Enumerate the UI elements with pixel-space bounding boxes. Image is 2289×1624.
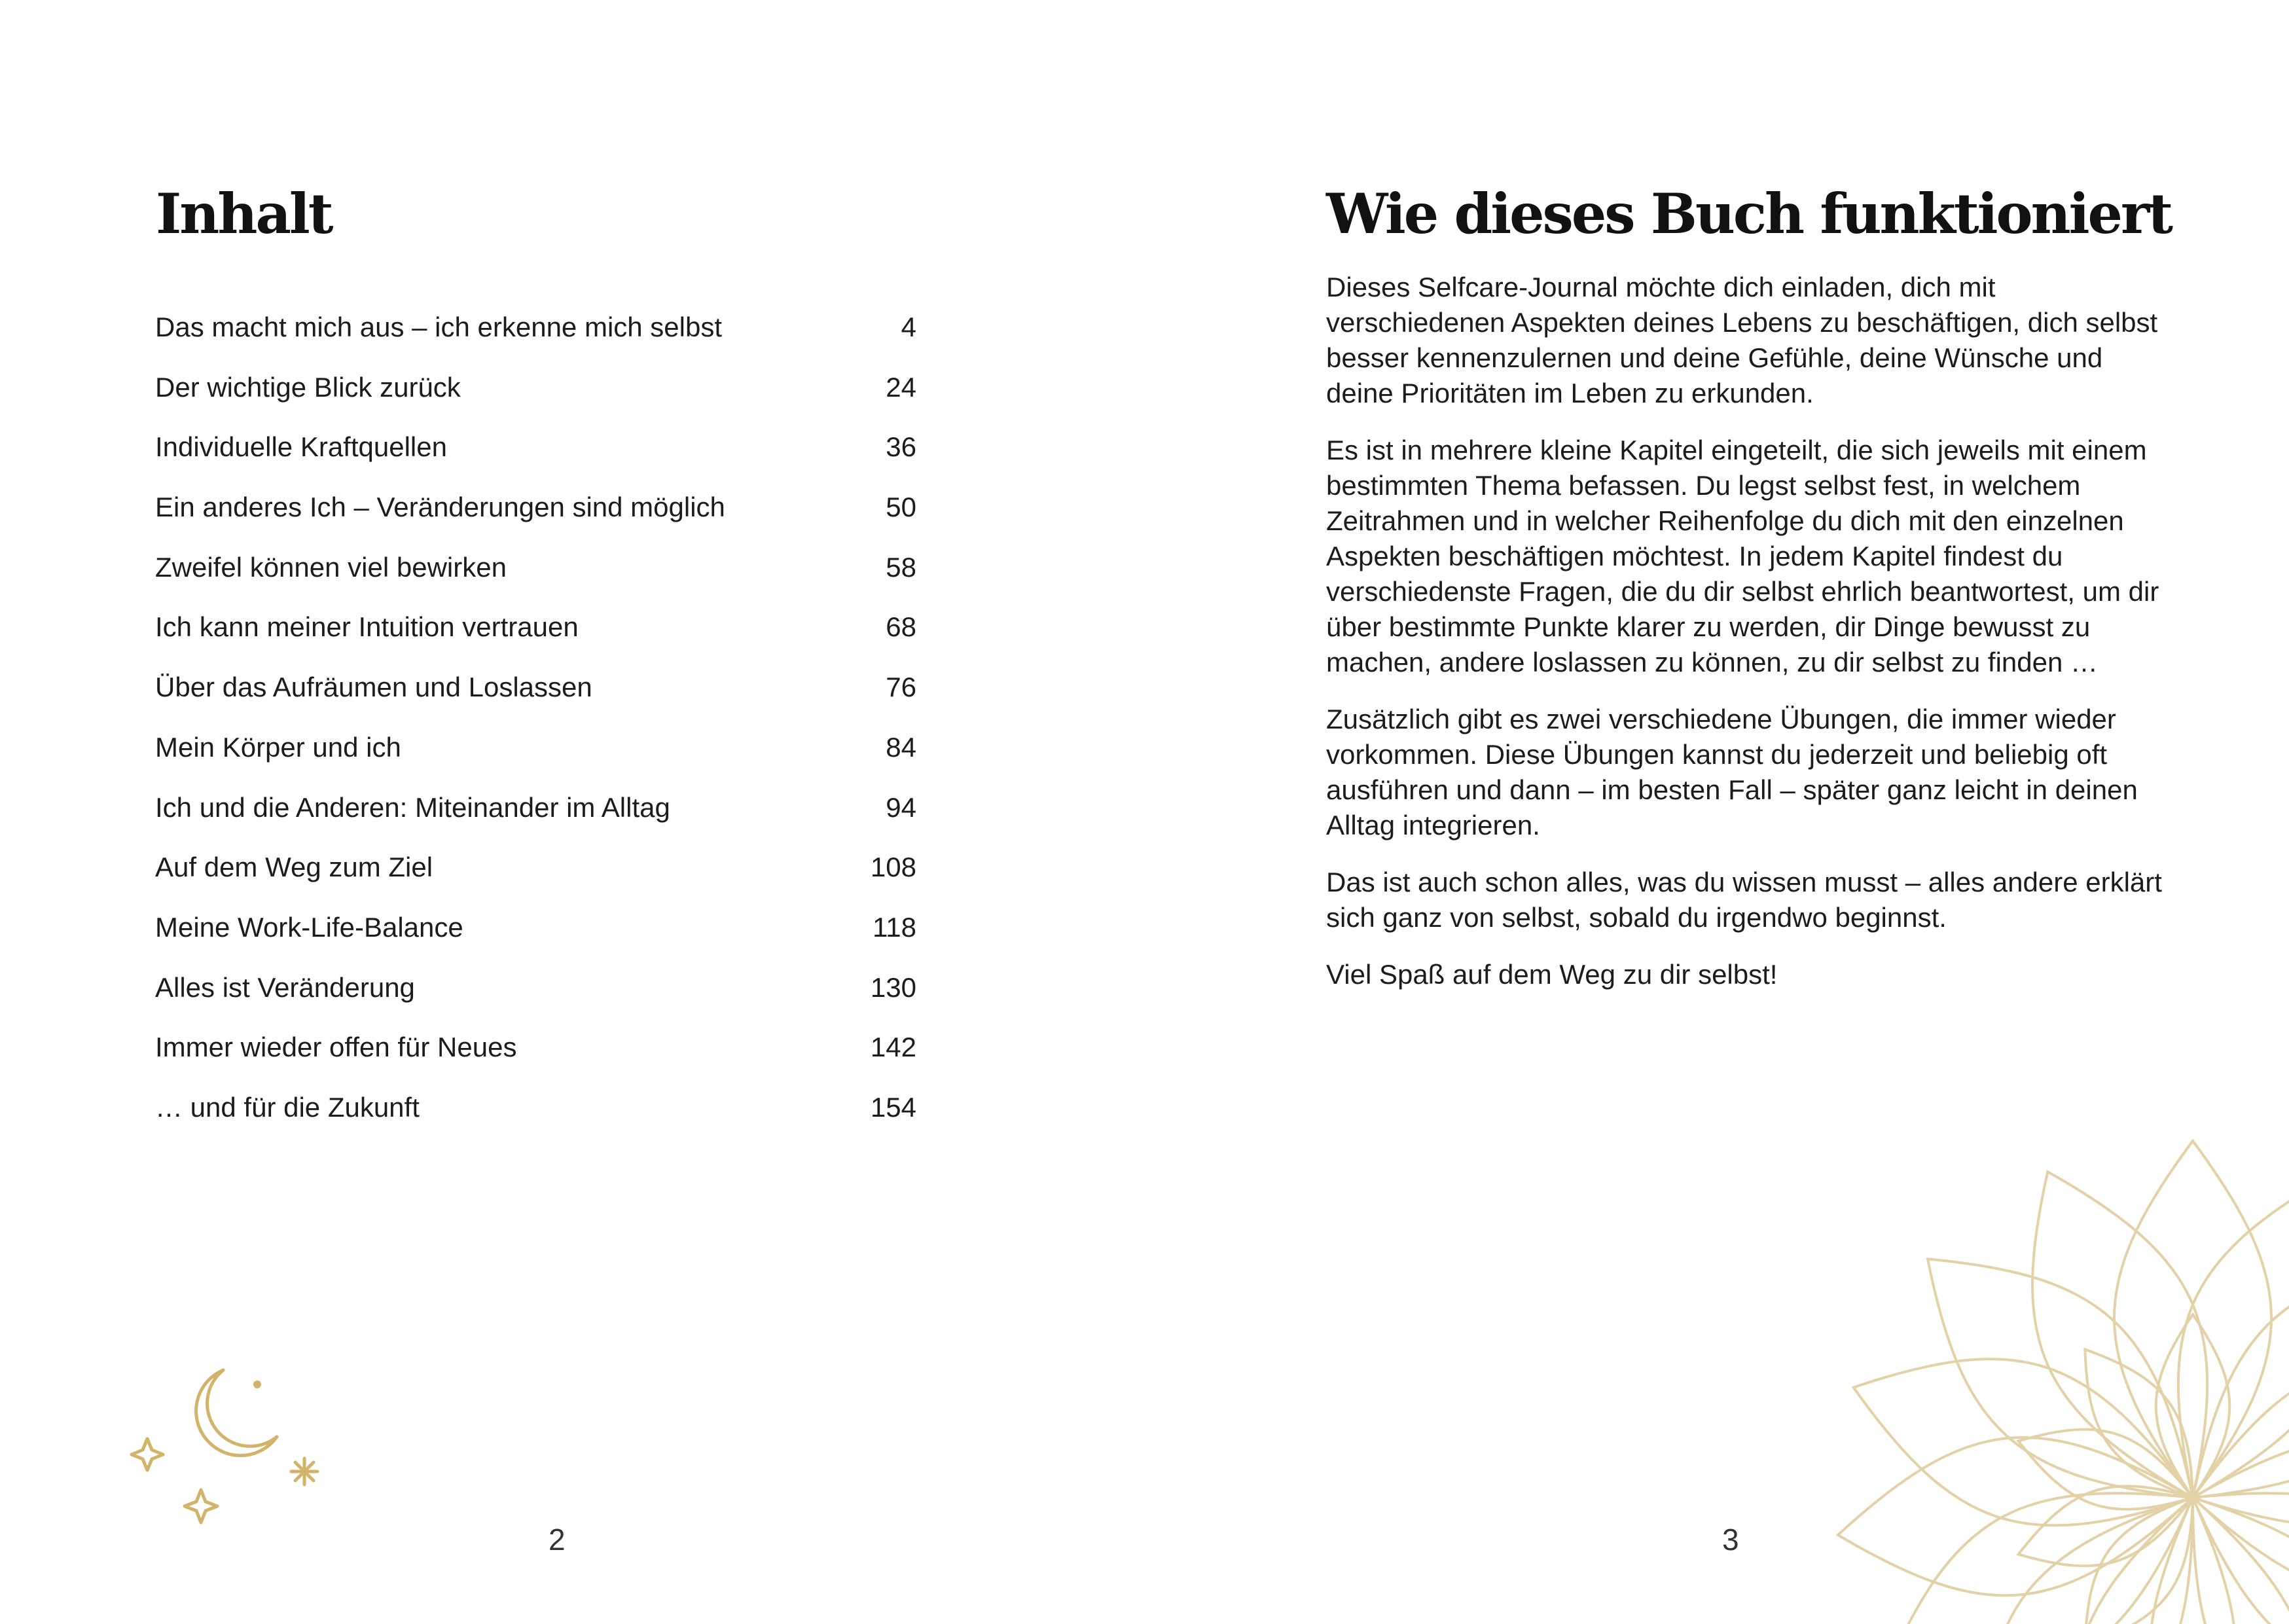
- toc-entry-page: 154: [870, 1091, 916, 1123]
- toc-entry-page: 50: [886, 492, 916, 523]
- toc-entry-title: Meine Work-Life-Balance: [155, 911, 463, 943]
- toc-entry-title: Ich und die Anderen: Miteinander im Alltag: [155, 791, 670, 823]
- toc-title: Inhalt: [156, 181, 332, 246]
- toc-entry-title: Über das Aufräumen und Loslassen: [155, 672, 592, 703]
- toc-row[interactable]: [155, 1028, 916, 1088]
- toc-entry-title: Immer wieder offen für Neues: [155, 1032, 517, 1063]
- intro-paragraph: Viel Spaß auf dem Weg zu dir selbst!: [1326, 959, 1778, 990]
- lotus-flower-icon: [1741, 1054, 2289, 1624]
- toc-row[interactable]: [155, 908, 916, 968]
- page-number-right: 3: [1722, 1523, 1739, 1557]
- toc-row[interactable]: [155, 968, 916, 1028]
- toc-row[interactable]: [155, 308, 916, 368]
- toc-entry-page: 36: [886, 431, 916, 463]
- toc-row[interactable]: [155, 548, 916, 608]
- intro-title: Wie dieses Buch funktioniert: [1326, 181, 2172, 246]
- toc-entry-page: 76: [886, 672, 916, 703]
- toc-row[interactable]: [155, 488, 916, 548]
- toc-row[interactable]: [155, 427, 916, 488]
- toc-row[interactable]: [155, 607, 916, 668]
- toc-row[interactable]: [155, 668, 916, 728]
- toc-row[interactable]: [155, 848, 916, 908]
- toc-row[interactable]: [155, 368, 916, 428]
- toc-entry-title: Ein anderes Ich – Veränderungen sind möglich: [155, 492, 725, 523]
- toc-entry-title: Das macht mich aus – ich erkenne mich selbst: [155, 312, 723, 342]
- toc-entry-page: 84: [886, 731, 916, 763]
- toc-entry-page: 94: [886, 791, 916, 823]
- intro-text: [1326, 270, 2177, 1014]
- toc-row[interactable]: [155, 1088, 916, 1148]
- intro-paragraph: Es ist in mehrere kleine Kapitel eingeteilt, die sich jeweils mit einem bestimmten Thema befassen. Du legst selbst fest, in welchem Zeitrahmen und in welcher Reihenfolge du dich mit den einzelnen Aspekten beschäftigen möchtest. In jedem Kapitel findest du verschiedenste Fragen, die du dir selbst ehrlich beantwortest, um dir über bestimmte Punkte klarer zu werden, dir Dinge bewusst zu machen, andere loslassen zu können, zu dir selbst zu finden …: [1326, 435, 2159, 677]
- toc-entry-title: Der wichtige Blick zurück: [155, 371, 461, 403]
- toc-entry-title: Mein Körper und ich: [155, 731, 401, 763]
- toc-entry-title: Auf dem Weg zum Ziel: [155, 852, 433, 883]
- toc-entry-title: Alles ist Veränderung: [155, 971, 415, 1003]
- toc-entry-page: 68: [886, 611, 916, 643]
- toc-entry-page: 130: [870, 971, 916, 1003]
- table-of-contents: [155, 308, 916, 1148]
- toc-entry-page: 58: [886, 551, 916, 583]
- intro-paragraph: Das ist auch schon alles, was du wissen musst – alles andere erklärt sich ganz von selbst, sobald du irgendwo beginnst.: [1326, 867, 2162, 933]
- toc-entry-title: Zweifel können viel bewirken: [155, 551, 507, 583]
- toc-entry-page: 118: [873, 911, 916, 943]
- toc-entry-title: Individuelle Kraftquellen: [155, 431, 447, 463]
- toc-entry-title: … und für die Zukunft: [155, 1091, 420, 1123]
- intro-paragraph: Dieses Selfcare-Journal möchte dich einladen, dich mit verschiedenen Aspekten deines Lebens zu beschäftigen, dich selbst besser kennenzulernen und deine Gefühle, deine Wünsche und deine Prioritäten im Leben zu erkunden.: [1326, 272, 2158, 408]
- toc-row[interactable]: [155, 728, 916, 788]
- moon-stars-icon: [128, 1362, 331, 1532]
- toc-row[interactable]: [155, 788, 916, 848]
- toc-entry-page: 4: [901, 312, 916, 342]
- intro-paragraph: Zusätzlich gibt es zwei verschiedene Übungen, die immer wieder vorkommen. Diese Übungen kannst du jederzeit und beliebig oft ausführen und dann – im besten Fall – später ganz leicht in deinen Alltag integrieren.: [1326, 704, 2138, 840]
- toc-entry-page: 24: [886, 371, 916, 403]
- toc-entry-page: 108: [870, 852, 916, 883]
- toc-entry-title: Ich kann meiner Intuition vertrauen: [155, 611, 579, 643]
- toc-entry-page: 142: [870, 1032, 916, 1063]
- page-number-left: 2: [549, 1523, 566, 1557]
